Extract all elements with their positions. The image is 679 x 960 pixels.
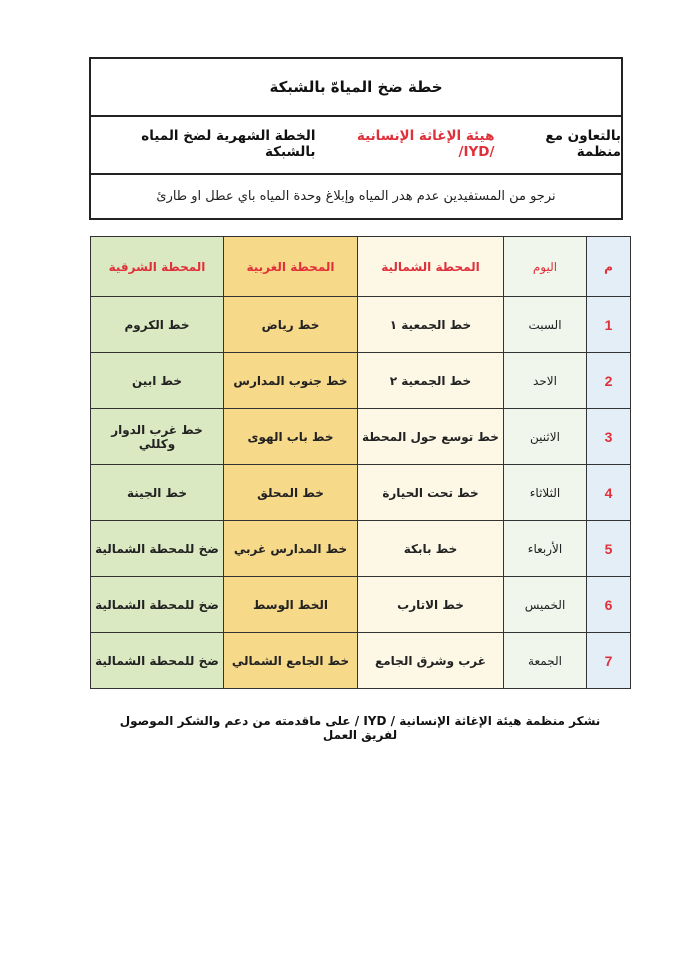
row-number: 4 [604, 484, 613, 501]
table-row [91, 521, 631, 577]
table-row [91, 577, 631, 633]
row-north: خط تحت الحيارة [358, 465, 504, 521]
table-row [91, 353, 631, 409]
pumping-schedule-table [90, 236, 631, 689]
page-title: خطة ضخ المياهّ بالشبكة [91, 59, 621, 117]
row-north: خط الجمعية ١ [358, 297, 504, 353]
row-west: خط المحلق [224, 465, 358, 521]
row-day: الجمعة [504, 633, 587, 689]
row-east: خط ابين [91, 353, 224, 409]
row-west: خط المدارس غربي [224, 521, 358, 577]
header-west-station: المحطة الغربية [224, 237, 358, 297]
row-east: ضخ للمحطة الشمالية [91, 577, 224, 633]
row-east: ضخ للمحطة الشمالية [91, 521, 224, 577]
table-header-row [91, 237, 631, 297]
subtitle [91, 115, 621, 175]
row-number: 5 [604, 540, 613, 557]
row-north: خط بابكة [358, 521, 504, 577]
row-day: الثلاثاء [504, 465, 587, 521]
row-number: 6 [604, 596, 613, 613]
notice-text: نرجو من المستفيدين عدم هدر المياه وإبلاغ وحدة المياه باي عطل او طارئ [156, 189, 556, 204]
table-row [91, 409, 631, 465]
table-row [91, 297, 631, 353]
row-number: 2 [604, 372, 613, 389]
subtitle-prefix: بالتعاون مع منظمة [545, 128, 621, 160]
row-day: الاحد [504, 353, 587, 409]
row-day: الاثنين [504, 409, 587, 465]
row-day: الخميس [504, 577, 587, 633]
table-row [91, 633, 631, 689]
row-north: خط الاتارب [358, 577, 504, 633]
thanks-footer: نشكر منظمة هيئة الإغاثة الإنسانية / IYD / على ماقدمته من دعم والشكر الموصول لفريق العمل [119, 714, 601, 742]
header-day: اليوم [504, 237, 587, 297]
table-row [91, 465, 631, 521]
row-west: خط باب الهوى [224, 409, 358, 465]
header-num: م [587, 237, 631, 297]
row-west: خط جنوب المدارس [224, 353, 358, 409]
row-east: خط الجينة [91, 465, 224, 521]
header-east-station: المحطة الشرقية [91, 237, 224, 297]
header-box [89, 57, 623, 220]
row-east: خط الكروم [91, 297, 224, 353]
row-east: خط غرب الدوار وكللي [91, 409, 224, 465]
row-number: 1 [604, 316, 613, 333]
header-north-station: المحطة الشمالية [358, 237, 504, 297]
row-west: الخط الوسط [224, 577, 358, 633]
organization-name: هيئة الإغاثة الإنسانية /IYD/ [356, 128, 495, 160]
row-west: خط الجامع الشمالي [224, 633, 358, 689]
row-north: خط الجمعية ٢ [358, 353, 504, 409]
row-number: 7 [604, 652, 613, 669]
row-north: خط توسع حول المحطة [358, 409, 504, 465]
row-west: خط رياض [224, 297, 358, 353]
row-east: ضخ للمحطة الشمالية [91, 633, 224, 689]
row-north: غرب وشرق الجامع [358, 633, 504, 689]
row-day: السبت [504, 297, 587, 353]
subtitle-suffix: الخطة الشهرية لضخ المياه بالشبكة [141, 128, 316, 160]
row-number: 3 [604, 428, 613, 445]
row-day: الأربعاء [504, 521, 587, 577]
